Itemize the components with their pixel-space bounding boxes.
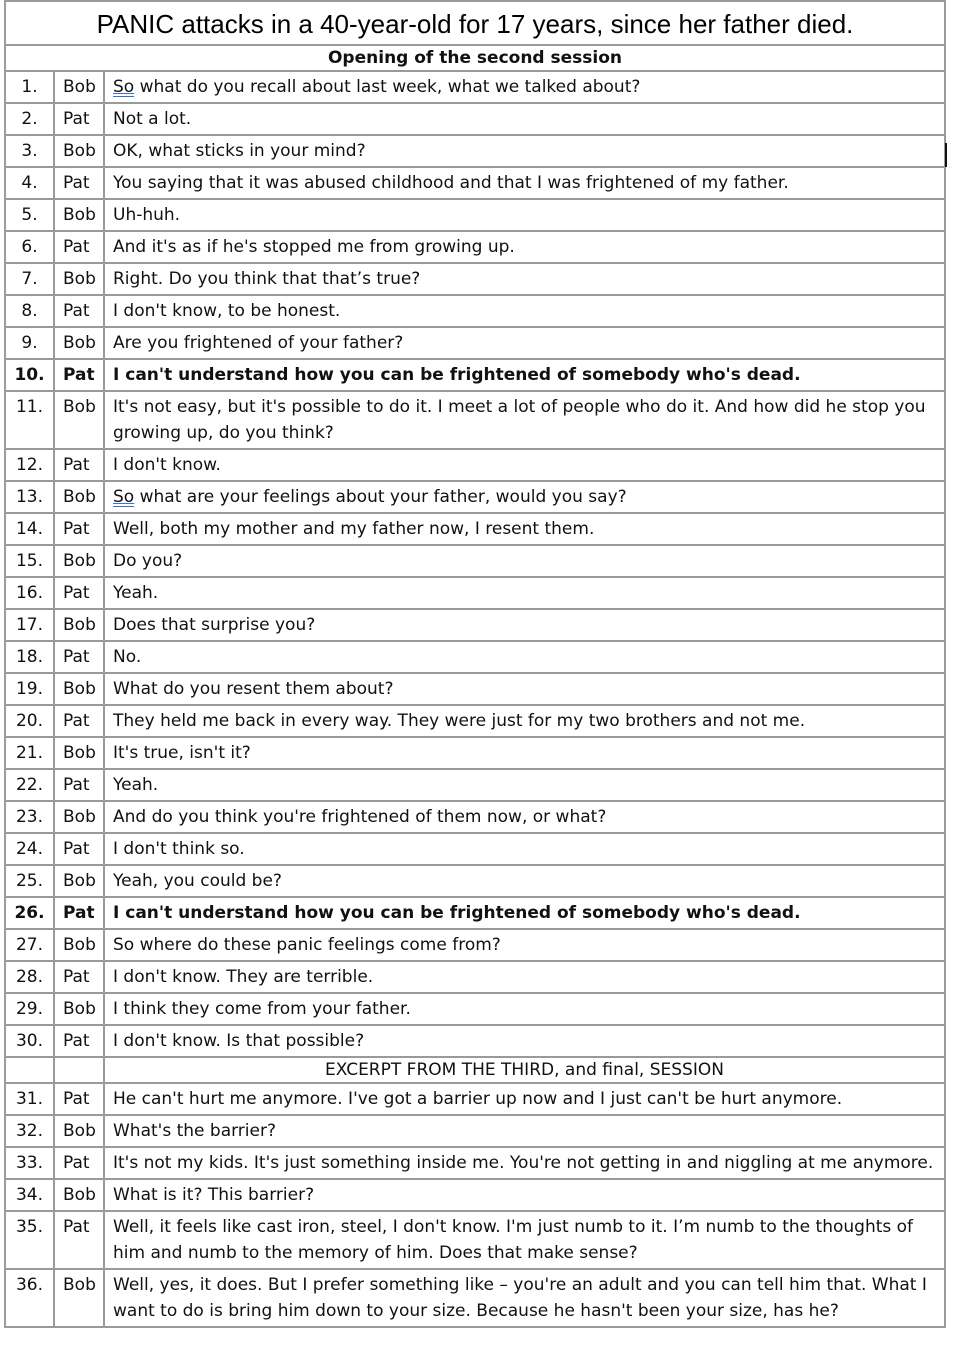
utterance: It's not easy, but it's possible to do it. I meet a lot of people who do it. And how did he stop you growing up, do you think? <box>104 391 945 449</box>
table-row <box>5 769 945 801</box>
line-number: 16. <box>5 577 54 609</box>
line-number: 24. <box>5 833 54 865</box>
line-number: 34. <box>5 1179 54 1211</box>
utterance: I think they come from your father. <box>104 993 945 1025</box>
speaker: Bob <box>54 263 104 295</box>
line-number: 27. <box>5 929 54 961</box>
speaker: Bob <box>54 609 104 641</box>
speaker: Bob <box>54 391 104 449</box>
table-row <box>5 513 945 545</box>
speaker: Bob <box>54 1269 104 1327</box>
utterance: I don't know. <box>104 449 945 481</box>
line-number: 1. <box>5 71 54 103</box>
line-number: 15. <box>5 545 54 577</box>
table-row <box>5 167 945 199</box>
empty-cell <box>54 1057 104 1083</box>
utterance: You saying that it was abused childhood and that I was frightened of my father. <box>104 167 945 199</box>
table-row <box>5 865 945 897</box>
utterance: They held me back in every way. They were just for my two brothers and not me. <box>104 705 945 737</box>
table-row <box>5 705 945 737</box>
table-row <box>5 737 945 769</box>
speaker: Pat <box>54 513 104 545</box>
table-row <box>5 641 945 673</box>
utterance: And it's as if he's stopped me from growing up. <box>104 231 945 263</box>
utterance: What do you resent them about? <box>104 673 945 705</box>
speaker: Pat <box>54 833 104 865</box>
line-number: 5. <box>5 199 54 231</box>
line-number: 6. <box>5 231 54 263</box>
speaker: Pat <box>54 1147 104 1179</box>
table-row <box>5 359 945 391</box>
speaker: Bob <box>54 865 104 897</box>
speaker: Bob <box>54 737 104 769</box>
table-row <box>5 295 945 327</box>
utterance: I don't know. They are terrible. <box>104 961 945 993</box>
line-number: 10. <box>5 359 54 391</box>
empty-cell <box>5 1057 54 1083</box>
utterance: Does that surprise you? <box>104 609 945 641</box>
table-row <box>5 577 945 609</box>
speaker: Pat <box>54 231 104 263</box>
speaker: Pat <box>54 103 104 135</box>
title-row <box>5 1 945 45</box>
section-heading-second-session: Opening of the second session <box>5 45 945 71</box>
utterance: So what do you recall about last week, what we talked about? <box>104 71 945 103</box>
table-row <box>5 263 945 295</box>
table-row <box>5 1269 945 1327</box>
utterance: OK, what sticks in your mind? <box>104 135 945 167</box>
line-number: 19. <box>5 673 54 705</box>
speaker: Bob <box>54 71 104 103</box>
utterance: Yeah, you could be? <box>104 865 945 897</box>
table-row <box>5 1179 945 1211</box>
table-row <box>5 391 945 449</box>
speaker: Pat <box>54 359 104 391</box>
speaker: Pat <box>54 705 104 737</box>
line-number: 17. <box>5 609 54 641</box>
line-number: 36. <box>5 1269 54 1327</box>
utterance: So where do these panic feelings come from? <box>104 929 945 961</box>
speaker: Bob <box>54 1115 104 1147</box>
table-row <box>5 135 945 167</box>
utterance: Yeah. <box>104 769 945 801</box>
line-number: 26. <box>5 897 54 929</box>
table-row <box>5 1115 945 1147</box>
utterance: I can't understand how you can be frightened of somebody who's dead. <box>104 359 945 391</box>
table-row <box>5 609 945 641</box>
line-number: 20. <box>5 705 54 737</box>
utterance: He can't hurt me anymore. I've got a barrier up now and I just can't be hurt anymore. <box>104 1083 945 1115</box>
utterance: What is it? This barrier? <box>104 1179 945 1211</box>
utterance: I can't understand how you can be frightened of somebody who's dead. <box>104 897 945 929</box>
speaker: Pat <box>54 1211 104 1269</box>
table-row <box>5 481 945 513</box>
line-number: 11. <box>5 391 54 449</box>
speaker: Bob <box>54 481 104 513</box>
utterance: Well, it feels like cast iron, steel, I don't know. I'm just numb to it. I’m numb to the thoughts of him and numb to the memory of him. Does that make sense? <box>104 1211 945 1269</box>
table-row <box>5 103 945 135</box>
table-row <box>5 961 945 993</box>
line-number: 22. <box>5 769 54 801</box>
line-number: 31. <box>5 1083 54 1115</box>
table-row <box>5 1083 945 1115</box>
section-header-row <box>5 45 945 71</box>
line-number: 3. <box>5 135 54 167</box>
table-row <box>5 833 945 865</box>
line-number: 13. <box>5 481 54 513</box>
line-number: 12. <box>5 449 54 481</box>
line-number: 4. <box>5 167 54 199</box>
speaker: Pat <box>54 1083 104 1115</box>
table-row <box>5 231 945 263</box>
speaker: Pat <box>54 167 104 199</box>
utterance: I don't know. Is that possible? <box>104 1025 945 1057</box>
speaker: Pat <box>54 641 104 673</box>
table-row <box>5 1147 945 1179</box>
speaker: Pat <box>54 1025 104 1057</box>
utterance: It's not my kids. It's just something inside me. You're not getting in and niggling at me anymore. <box>104 1147 945 1179</box>
table-row <box>5 897 945 929</box>
speaker: Bob <box>54 545 104 577</box>
speaker: Bob <box>54 993 104 1025</box>
speaker: Bob <box>54 135 104 167</box>
line-number: 28. <box>5 961 54 993</box>
utterance: Uh-huh. <box>104 199 945 231</box>
line-number: 23. <box>5 801 54 833</box>
utterance: It's true, isn't it? <box>104 737 945 769</box>
speaker: Pat <box>54 577 104 609</box>
table-row <box>5 327 945 359</box>
section-heading-third-session: EXCERPT FROM THE THIRD, and final, SESSION <box>104 1057 945 1083</box>
speaker: Bob <box>54 199 104 231</box>
utterance: No. <box>104 641 945 673</box>
table-row <box>5 545 945 577</box>
table-row <box>5 673 945 705</box>
table-row <box>5 449 945 481</box>
line-number: 21. <box>5 737 54 769</box>
spellcheck-underlined-word: So <box>113 487 135 507</box>
utterance: So what are your feelings about your father, would you say? <box>104 481 945 513</box>
table-row <box>5 1211 945 1269</box>
line-number: 2. <box>5 103 54 135</box>
utterance: Right. Do you think that that’s true? <box>104 263 945 295</box>
utterance: What's the barrier? <box>104 1115 945 1147</box>
utterance: Do you? <box>104 545 945 577</box>
utterance: Not a lot. <box>104 103 945 135</box>
speaker: Pat <box>54 897 104 929</box>
utterance: Well, yes, it does. But I prefer something like – you're an adult and you can tell him that. What I want to do is bring him down to your size. Because he hasn't been your size, has he? <box>104 1269 945 1327</box>
line-number: 8. <box>5 295 54 327</box>
speaker: Pat <box>54 449 104 481</box>
table-row <box>5 801 945 833</box>
speaker: Bob <box>54 929 104 961</box>
line-number: 30. <box>5 1025 54 1057</box>
utterance: I don't think so. <box>104 833 945 865</box>
utterance: Well, both my mother and my father now, I resent them. <box>104 513 945 545</box>
utterance: I don't know, to be honest. <box>104 295 945 327</box>
line-number: 9. <box>5 327 54 359</box>
text-cursor <box>945 143 947 167</box>
table-row <box>5 71 945 103</box>
spellcheck-underlined-word: So <box>113 77 135 97</box>
speaker: Pat <box>54 769 104 801</box>
line-number: 18. <box>5 641 54 673</box>
section-header-row <box>5 1057 945 1083</box>
line-number: 7. <box>5 263 54 295</box>
transcript-body <box>5 1 945 1327</box>
transcript-table <box>4 0 946 1328</box>
table-row <box>5 1025 945 1057</box>
utterance: Are you frightened of your father? <box>104 327 945 359</box>
line-number: 32. <box>5 1115 54 1147</box>
speaker: Pat <box>54 961 104 993</box>
speaker: Bob <box>54 327 104 359</box>
speaker: Bob <box>54 801 104 833</box>
line-number: 35. <box>5 1211 54 1269</box>
line-number: 14. <box>5 513 54 545</box>
table-row <box>5 199 945 231</box>
utterance: And do you think you're frightened of them now, or what? <box>104 801 945 833</box>
utterance: Yeah. <box>104 577 945 609</box>
speaker: Bob <box>54 673 104 705</box>
speaker: Pat <box>54 295 104 327</box>
line-number: 33. <box>5 1147 54 1179</box>
speaker: Bob <box>54 1179 104 1211</box>
document-title: PANIC attacks in a 40-year-old for 17 years, since her father died. <box>5 1 945 45</box>
line-number: 29. <box>5 993 54 1025</box>
line-number: 25. <box>5 865 54 897</box>
table-row <box>5 993 945 1025</box>
table-row <box>5 929 945 961</box>
